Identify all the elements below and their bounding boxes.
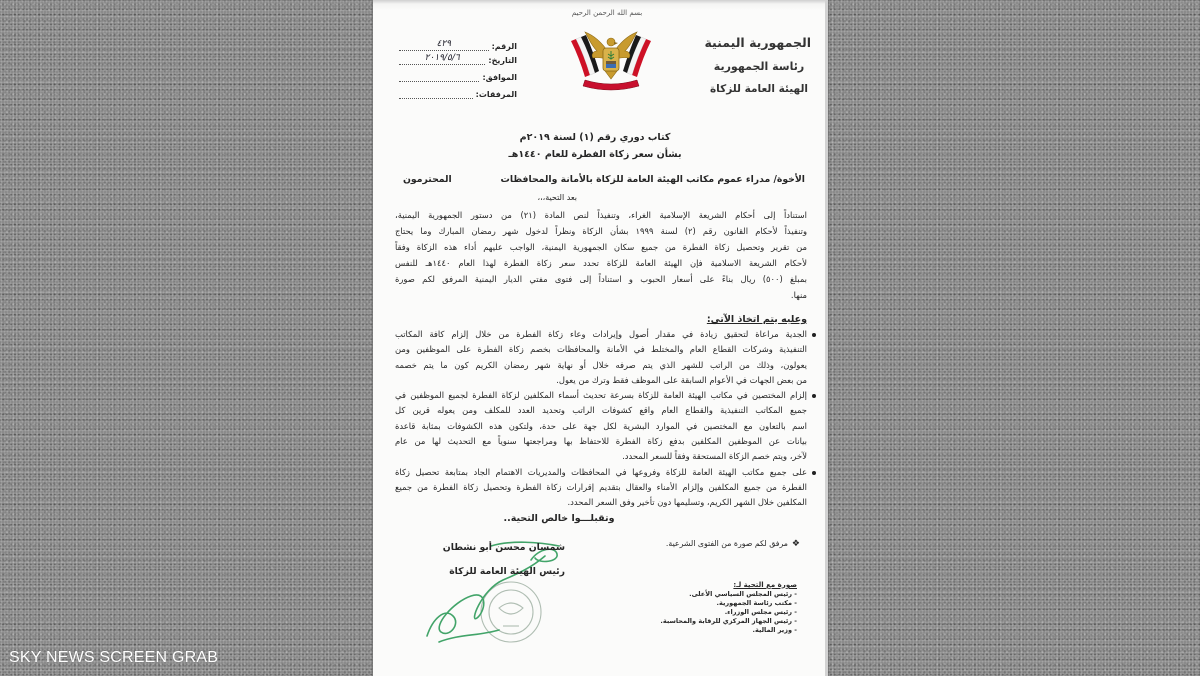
addressee-honorific: المحترمون <box>403 174 452 185</box>
reference-date-value: ٢٠١٩/٥/٦ <box>399 53 485 65</box>
emblem-shield <box>603 48 619 71</box>
header-presidency: رئاسة الجمهورية <box>713 60 805 73</box>
copies-heading: صورة مع التحية لـ: <box>733 581 797 589</box>
bullet-icon <box>812 394 816 398</box>
copies-item: - رئيس الجهاز المركزي للرقابة والمحاسبة. <box>660 617 797 625</box>
copies-list <box>660 580 797 635</box>
reference-number-label: الرقم: <box>491 42 517 51</box>
paragraph-line: لأحكام الشريعة الاسلامية فإن الهيئة العامة للزكاة تحدد سعر زكاة الفطرة لهذا العام ١٤٤٠هـ للنفس <box>395 258 807 268</box>
letter-title <box>373 129 817 163</box>
actions-list <box>395 327 807 511</box>
reference-number <box>399 37 517 51</box>
action-line: الجدية مراعاة لتحقيق زيادة في مقدار أصول وإيرادات وعاء زكاة الفطرة من خلال إلزام كافة المكاتب <box>395 329 807 339</box>
action-line: إلزام المختصين في مكاتب الهيئة العامة للزكاة بسرعة تحديث أسماء المكلفين لزكاة الفطرة لجميع الموظفين في <box>395 390 807 401</box>
header-country: الجمهورية اليمنية <box>704 35 811 50</box>
action-line: بيانات عن الموظفين المكلفين بدفع زكاة الفطرة للاحتفاظ بها ومراجعتها سنوياً مع التحديث لها من عام <box>395 436 807 447</box>
bullet-icon <box>812 471 816 475</box>
signatory-name: شمسان محسن أبو نشطان <box>442 542 565 553</box>
yemen-emblem-icon <box>563 27 659 95</box>
paragraph-line: استناداً إلى أحكام الشريعة الإسلامية الغراء، وتنفيذاً لنص المادة (٢١) من دستور الجمهورية اليمنية، <box>395 210 807 220</box>
document-page <box>373 0 828 676</box>
action-line: التنفيذية وشركات القطاع العام والمختلط في الأمانة والمحافظات بخصم زكاة الفطرة على الموظفين ومن <box>395 344 807 355</box>
action-line: المكلفين خلال الشهر الكريم، وتسليمها دون تأخير وفق السعر المحدد. <box>567 497 807 508</box>
action-line: اسم بالتعاون مع المختصين في الموارد البشرية لكل جهة على حدة، ولتكون هذه الكشوفات بمثابة قاعدة <box>395 420 807 431</box>
action-line: جميع المكاتب التنفيذية والقطاع العام واقع كشوفات الراتب وتحديد العدد للمكلف ومن يعوله قرين كل <box>395 405 807 416</box>
greeting: بعد التحية،،، <box>537 193 577 202</box>
action-item-2 <box>395 388 807 464</box>
screen-grab-watermark: SKY NEWS SCREEN GRAB <box>9 649 219 666</box>
reference-corresponding <box>399 68 517 82</box>
action-line: الفطرة من جميع المكلفين وإلزام الأمناء والعقال بتقديم إقرارات زكاة الفطرة وتحصيل زكاة الفطرة من جميع <box>395 481 807 492</box>
action-line: من بعض الجهات في الأعوام السابقة على الموظف فقط وترك من يعول. <box>556 374 807 385</box>
action-item-3 <box>395 465 807 511</box>
addressee-to: الأخوة/ مدراء عموم مكاتب الهيئة العامة للزكاة بالأمانة والمحافظات <box>500 174 805 185</box>
copies-item: - وزير المالية. <box>752 626 797 634</box>
reference-corresponding-value <box>399 81 479 82</box>
action-line: يعولون، وذلك من الراتب للشهر الذي يتم صرفه خلال أو نهاية شهر رمضان الكريم كون ما يتم خصمه <box>395 359 807 370</box>
copies-item: - مكتب رئاسة الجمهورية. <box>716 599 797 607</box>
action-line: لآخر، ويتم خصم الزكاة المستحقة وفقاً للسعر المحدد. <box>622 451 807 462</box>
reference-attachments-label: المرفقات: <box>475 90 517 99</box>
action-line: على جميع مكاتب الهيئة العامة للزكاة وفروعها في المحافظات والمديريات الاهتمام الجاد بمتابعة تحصيل زكاة <box>395 466 807 477</box>
reference-attachments <box>399 85 517 99</box>
paragraph-line: من تقرير وتحصيل زكاة الفطرة من جميع سكان الجمهورية اليمنية، الواجب عليهم أداء هذه الزكاة وفقاً <box>395 242 807 252</box>
reference-date <box>399 51 517 65</box>
bullet-icon <box>812 333 816 337</box>
reference-attachments-value <box>399 98 473 99</box>
reference-corresponding-label: الموافق: <box>482 73 517 82</box>
reference-number-value: ٤٢٩ <box>399 39 489 51</box>
attachment-note <box>666 538 800 550</box>
signatory-position: رئيس الهيئة العامة للزكاة <box>449 566 565 577</box>
basmala: بسم الله الرحمن الرحيم <box>571 9 643 17</box>
paragraph-line: بمبلغ (٥٠٠) ريال بناءً على أسعار الحبوب و استناداً إلى فتوى مفتي الديار اليمنية المرفق لكم صورة <box>395 274 807 284</box>
addressee-line <box>403 173 805 187</box>
reference-date-label: التاريخ: <box>488 56 517 65</box>
copies-item: - رئيس المجلس السياسي الأعلى. <box>689 590 797 598</box>
paragraph-line: وتنفيذاً لأحكام القانون رقم (٢) لسنة ١٩٩٩ بشأن الزكاة ونظراً لدخول شهر رمضان المبارك وما يحتاج <box>395 226 807 236</box>
letter-body <box>395 207 807 511</box>
actions-heading: وعليه يتم اتخاذ الآتي: <box>706 314 807 325</box>
emblem-banner <box>583 80 639 90</box>
stamp <box>481 582 541 642</box>
title-line-2: بشأن سعر زكاة الفطرة للعام ١٤٤٠هـ <box>508 149 682 160</box>
signature <box>427 542 559 642</box>
copies-item: - رئيس مجلس الوزراء. <box>724 608 797 616</box>
closing: وتقبلـــوا خالص التحية.. <box>503 513 615 524</box>
header-authority: الهيئة العامة للزكاة <box>709 83 808 95</box>
action-item-1 <box>395 327 807 388</box>
diamond-bullet-icon: ❖ <box>791 539 800 549</box>
title-line-1: كتاب دوري رقم (١) لسنة ٢٠١٩م <box>519 132 671 143</box>
attachment-note-text: مرفق لكم صورة من الفتوى الشرعية. <box>665 539 788 548</box>
paragraph-line: منها. <box>790 290 807 300</box>
intro-paragraph <box>395 207 807 303</box>
